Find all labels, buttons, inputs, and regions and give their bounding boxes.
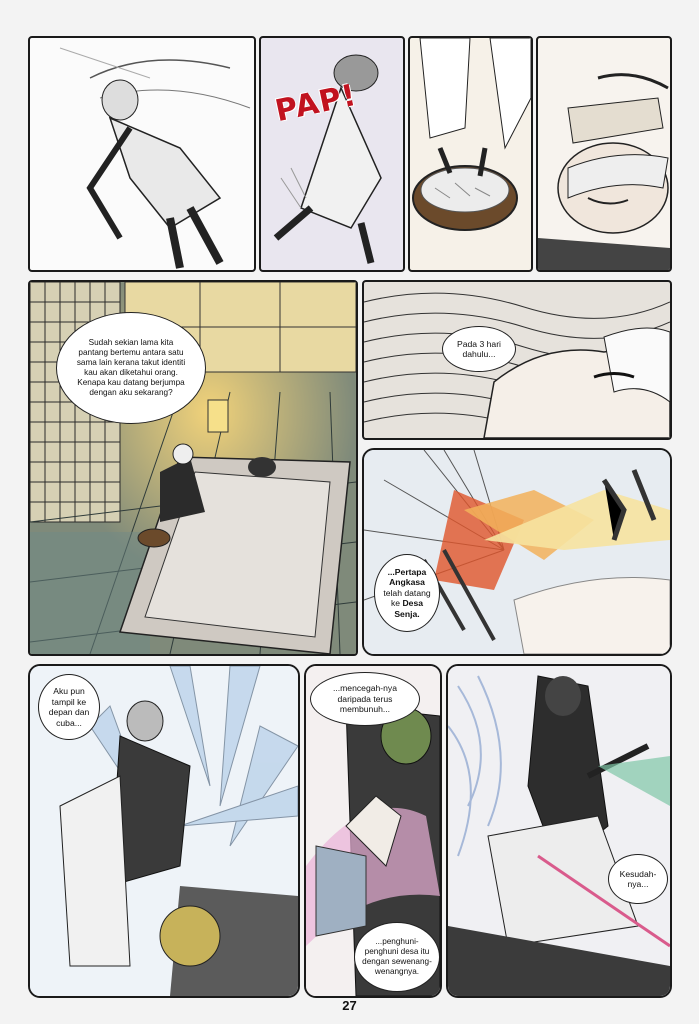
panel-herb-bowl <box>408 36 533 272</box>
bubble-text: telah datang ke <box>383 587 431 609</box>
panel-bandaged-face <box>536 36 672 272</box>
herb-bowl-art <box>410 38 531 270</box>
face-closeup-art <box>364 282 670 438</box>
speech-bubble-outcome: Kesudah-nya... <box>608 854 668 904</box>
kicked-warrior-art <box>261 38 403 270</box>
name-pertapa-angkasa: ...Pertapa Angkasa <box>387 566 427 588</box>
speech-bubble-flashback: Pada 3 hari dahulu... <box>442 326 516 372</box>
bandaged-face-art <box>538 38 670 270</box>
falling-warrior-art <box>30 38 254 270</box>
panel-sky-hermit-attack <box>362 448 672 656</box>
speech-bubble-room: Sudah sekian lama kita pantang bertemu antara satu sama lain kerana takut identiti kau akan diketahui orang. Kenapa kau datang berjumpa dengan aku sekarang? <box>56 312 206 424</box>
panel-outcome <box>446 664 672 998</box>
panel-room-meeting <box>28 280 358 656</box>
panel-face-closeup <box>362 280 672 440</box>
speech-bubble-step-forward: Aku pun tampil ke depan dan cuba... <box>38 674 100 740</box>
panel-kicked-warrior <box>259 36 405 272</box>
speech-bubble-prevent: ...mencegah-nya daripada terus membunuh... <box>310 672 420 726</box>
panel-stop-killing <box>304 664 442 998</box>
sfx-pap: PAP! <box>272 77 360 130</box>
speech-bubble-sky-hermit <box>374 554 440 632</box>
page-number: 27 <box>342 998 357 1013</box>
panel-ice-attack <box>28 664 300 998</box>
name-desa-senja: Desa Senja. <box>394 598 423 619</box>
panel-falling-warrior <box>28 36 256 272</box>
outcome-art <box>448 666 670 996</box>
speech-bubble-villagers: ...penghuni-penghuni desa itu dengan sewenang-wenangnya. <box>354 922 440 992</box>
